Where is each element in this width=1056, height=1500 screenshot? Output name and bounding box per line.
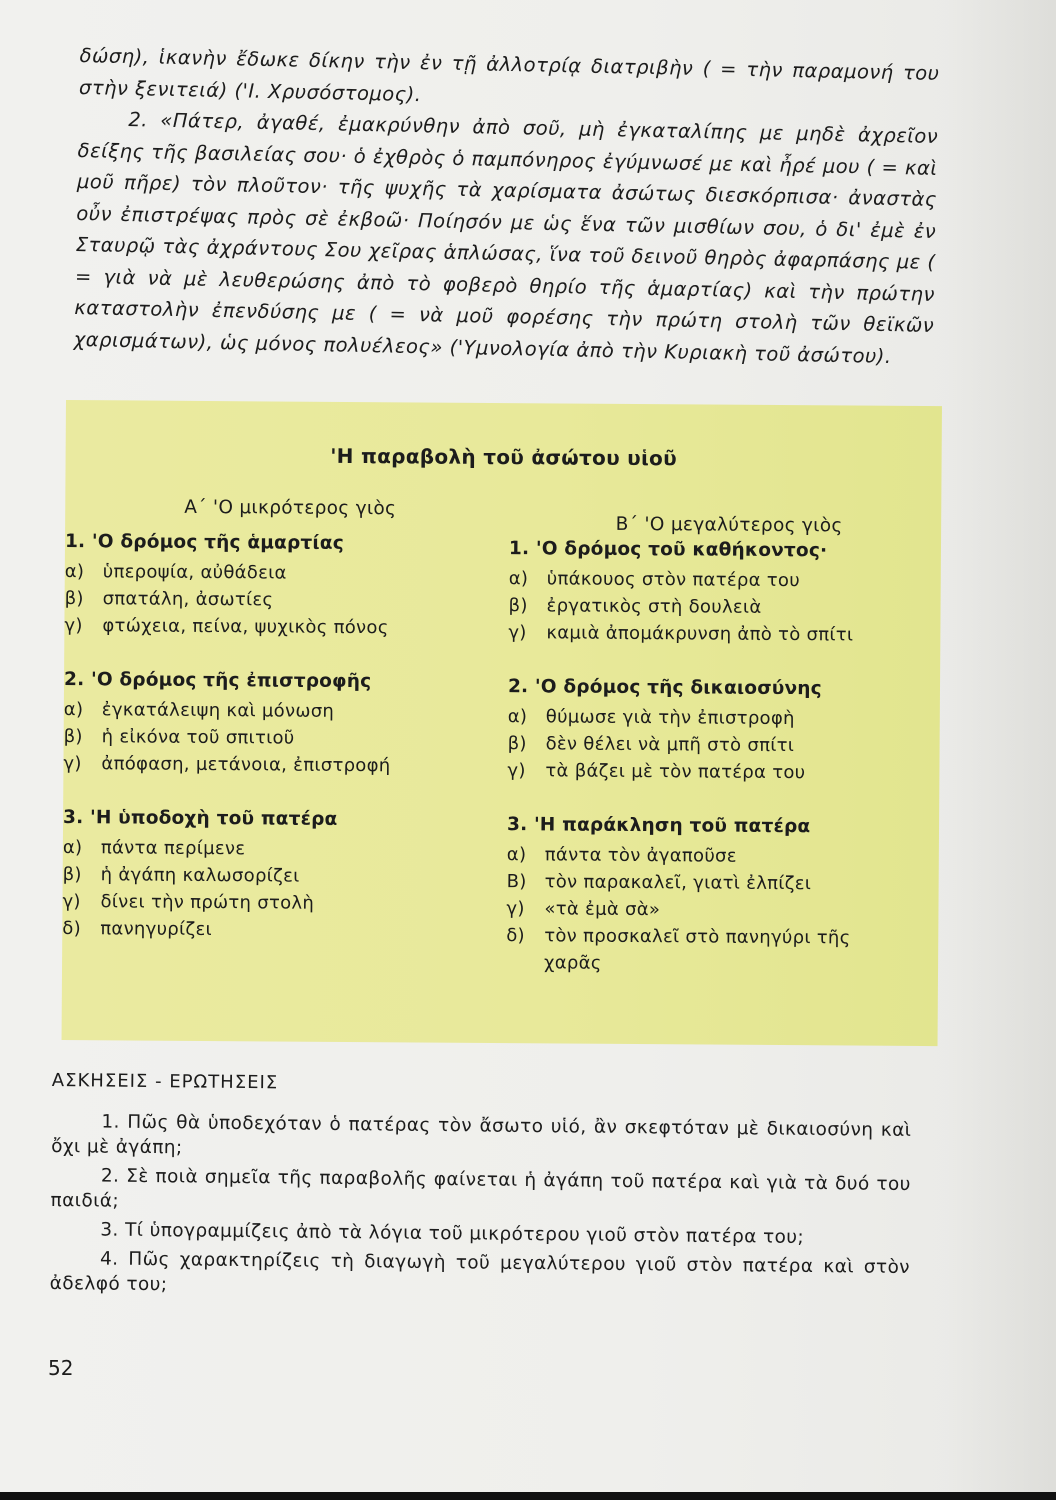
item-label: β) bbox=[64, 587, 84, 610]
question-1: 1. Πῶς θὰ ὑποδεχόταν ὁ πατέρας τὸν ἄσωτο υἱό, ἂν σκεφτόταν μὲ δικαιοσύνη καὶ ὄχι μὲ ἀγάπη; bbox=[51, 1111, 912, 1159]
item-text: ἐργατικὸς στὴ δουλειὰ bbox=[546, 595, 762, 618]
list-item bbox=[507, 757, 907, 787]
list-item bbox=[64, 696, 464, 726]
scan-edge bbox=[0, 1492, 1056, 1500]
list-item bbox=[508, 703, 908, 733]
item-text: σπατάλη, ἀσωτίες bbox=[102, 588, 274, 611]
item-text: τὸν παρακαλεῖ, γιατὶ ἐλπίζει bbox=[544, 871, 812, 895]
box-title: 'Η παραβολὴ τοῦ ἀσώτου υἱοῦ bbox=[330, 443, 678, 471]
item-text: πάντα τὸν ἀγαποῦσε bbox=[544, 844, 737, 867]
parable-summary-box bbox=[62, 400, 942, 1046]
intro-paragraph-1: δώση), ἱκανὴν ἔδωκε δίκην τὴν ἐν τῇ ἀλλοτρίᾳ διατριβὴν ( = τὴν παραμονή του στὴν ξενιτειά) ('Ι. Χρυσόστομος). bbox=[78, 43, 940, 106]
item-text: τὸν προσκαλεῖ στὸ πανηγύρι τῆς χαρᾶς bbox=[544, 925, 851, 974]
section bbox=[63, 669, 464, 780]
question-4: 4. Πῶς χαρακτηρίζεις τὴ διαγωγὴ τοῦ μεγαλύτερου γιοῦ στὸν πατέρα καὶ στὸν ἀδελφό του; bbox=[49, 1248, 911, 1296]
item-label: γ) bbox=[63, 752, 82, 775]
item-label: γ) bbox=[507, 760, 526, 782]
list-item bbox=[64, 612, 464, 642]
list-item bbox=[63, 861, 463, 891]
section bbox=[507, 676, 908, 787]
list-item bbox=[508, 619, 908, 649]
list-item bbox=[65, 585, 465, 615]
exercises-title: ΑΣΚΗΣΕΙΣ - ΕΡΩΤΗΣΕΙΣ bbox=[51, 1069, 279, 1094]
list-item bbox=[62, 915, 462, 945]
item-text: πάντα περίμενε bbox=[100, 837, 246, 860]
elder-son-column bbox=[506, 499, 910, 1009]
list-item bbox=[63, 834, 463, 864]
item-text: καμιὰ ἀπομάκρυνση ἀπὸ τὸ σπίτι bbox=[546, 622, 854, 646]
section-title: 3. 'Η ὑποδοχὴ τοῦ πατέρα bbox=[63, 806, 338, 830]
section-title: 2. 'Ο δρόμος τῆς ἐπιστροφῆς bbox=[63, 668, 372, 693]
list-item bbox=[506, 922, 906, 979]
list-item bbox=[506, 895, 906, 925]
section bbox=[506, 814, 907, 979]
item-text: τὰ βάζει μὲ τὸν πατέρα του bbox=[545, 760, 806, 784]
item-text: θύμωσε γιὰ τὴν ἐπιστροφὴ bbox=[545, 706, 795, 730]
list-item bbox=[508, 730, 908, 760]
item-text: ἀπόφαση, μετάνοια, ἐπιστροφή bbox=[101, 753, 391, 777]
section bbox=[508, 538, 909, 649]
item-label: α) bbox=[507, 706, 528, 728]
section bbox=[64, 531, 465, 642]
list-item bbox=[507, 841, 907, 871]
item-text: δίνει τὴν πρώτη στολὴ bbox=[100, 891, 315, 914]
exercises-section bbox=[50, 1068, 912, 1309]
list-item bbox=[63, 750, 463, 780]
item-label: β) bbox=[63, 725, 83, 748]
section-title: 1. 'Ο δρόμος τοῦ καθήκοντος· bbox=[508, 538, 828, 562]
item-label: γ) bbox=[506, 898, 525, 920]
section-title: 2. 'Ο δρόμος τῆς δικαιοσύνης bbox=[507, 676, 822, 700]
item-label: γ) bbox=[62, 890, 81, 913]
section-title: 1. 'Ο δρόμος τῆς ἁμαρτίας bbox=[64, 530, 345, 554]
item-text: δὲν θέλει νὰ μπῆ στὸ σπίτι bbox=[545, 733, 795, 757]
item-label: α) bbox=[62, 836, 83, 859]
item-text: ἡ εἰκόνα τοῦ σπιτιοῦ bbox=[101, 726, 295, 749]
item-text: ὑπεροψία, αὐθάδεια bbox=[102, 561, 287, 584]
question-2: 2. Σὲ ποιὰ σημεῖα τῆς παραβολῆς φαίνεται ἡ ἀγάπη τοῦ πατέρα καὶ γιὰ τὰ δυό του παιδιά; bbox=[50, 1165, 911, 1212]
column-heading: Α΄ 'Ο μικρότερος γιὸς bbox=[184, 496, 397, 520]
item-label: α) bbox=[63, 698, 84, 721]
item-label: β) bbox=[507, 733, 527, 755]
item-label: α) bbox=[64, 560, 85, 583]
item-label: Β) bbox=[506, 871, 527, 893]
item-label: δ) bbox=[62, 917, 82, 940]
list-item bbox=[507, 868, 907, 898]
item-label: α) bbox=[508, 568, 529, 590]
list-item bbox=[65, 558, 465, 588]
list-item bbox=[64, 723, 464, 753]
item-text: ὑπάκουος στὸν πατέρα του bbox=[546, 568, 801, 592]
item-text: «τὰ ἐμὰ σὰ» bbox=[544, 898, 661, 921]
item-label: β) bbox=[62, 863, 82, 886]
page-number: 52 bbox=[48, 1356, 74, 1380]
younger-son-column bbox=[62, 496, 465, 975]
item-text: φτώχεια, πείνα, ψυχικὸς πόνος bbox=[102, 615, 389, 639]
item-label: γ) bbox=[64, 614, 83, 637]
item-text: ἡ ἀγάπη καλωσορίζει bbox=[100, 864, 300, 887]
list-item bbox=[509, 565, 909, 595]
list-item bbox=[508, 592, 908, 622]
item-text: πανηγυρίζει bbox=[100, 918, 213, 941]
list-item bbox=[62, 888, 462, 918]
item-label: γ) bbox=[508, 622, 527, 644]
intro-text bbox=[73, 40, 939, 373]
column-heading: Β΄ 'Ο μεγαλύτερος γιὸς bbox=[615, 513, 843, 537]
intro-paragraph-2: 2. «Πάτερ, ἀγαθέ, ἐμακρύνθην ἀπὸ σοῦ, μὴ ἐγκαταλίπης με μηδὲ ἀχρεῖον δείξης τῆς βασιλείας σου· ὁ ἐχθρὸς ὁ παμπόνηρος ἐγύμνωσέ με καὶ ἦρέ μου ( = καὶ μοῦ πῆρε) τὸν πλοῦτον· τῆς ψυχῆς τὰ χαρίσματα ἀσώτως διεσκόρπισα· ἀναστὰς οὖν ἐπιστρέψας πρὸς σὲ ἐκβοῶ· Ποίησόν με ὡς ἕνα τῶν μισθίων σου, ὁ δι' ἐμὲ ἐν Σταυρῷ τὰς ἀχράντους Σου χεῖρας ἁπλώσας, ἵνα τοῦ δεινοῦ θηρὸς ἀφαρπάσης με ( = γιὰ νὰ μὲ λευθερώσης ἀπὸ τὸ φοβερὸ θηρίο τῆς ἁμαρτίας) καὶ τὴν πρώτην καταστολὴν ἐπενδύσης με ( = νὰ μοῦ φορέσης τὴν πρώτη στολὴ τῶν θεϊκῶν χαρισμάτων), ὡς μόνος πολυέλεος» ('Υμνολογία ἀπὸ τὴν Κυριακὴ τοῦ ἀσώτου). bbox=[73, 108, 939, 368]
item-text: ἐγκατάλειψη καὶ μόνωση bbox=[101, 699, 335, 722]
section bbox=[62, 807, 463, 945]
item-label: β) bbox=[508, 595, 528, 617]
section-title: 3. 'Η παράκληση τοῦ πατέρα bbox=[506, 814, 811, 838]
question-3: 3. Τί ὑπογραμμίζεις ἀπὸ τὰ λόγια τοῦ μικρότερου γιοῦ στὸν πατέρα του; bbox=[100, 1219, 805, 1248]
page-shadow bbox=[946, 0, 1056, 1500]
item-label: δ) bbox=[506, 925, 525, 947]
item-label: α) bbox=[506, 844, 527, 866]
